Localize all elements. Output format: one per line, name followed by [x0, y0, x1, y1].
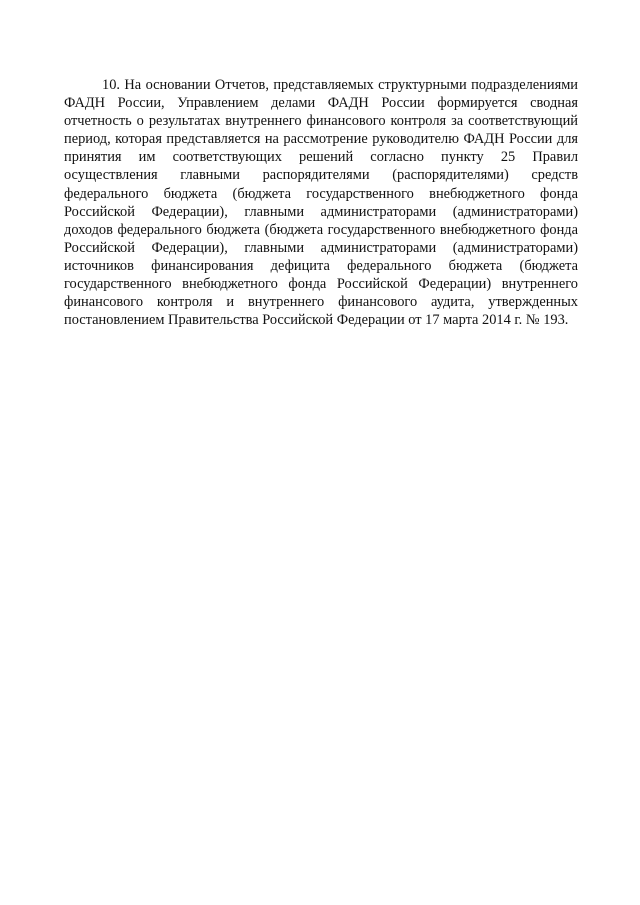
paragraph-line: ФАДН России, Управлением делами ФАДН России формируется сводная	[64, 95, 578, 112]
paragraph-line: период, которая представляется на рассмотрение руководителю ФАДН России для	[64, 131, 578, 148]
paragraph-line: источников финансирования дефицита федерального бюджета (бюджета	[64, 257, 578, 274]
paragraph-line: Российской Федерации), главными администраторами (администраторами)	[64, 203, 578, 220]
paragraph-line: Российской Федерации), главными администраторами (администраторами)	[64, 239, 578, 256]
paragraph-line: доходов федерального бюджета (бюджета государственного внебюджетного фонда	[64, 221, 578, 238]
paragraph-line: финансового контроля и внутреннего финансового аудита, утвержденных	[64, 294, 578, 311]
paragraph-line: 10. На основании Отчетов, представляемых структурными подразделениями	[102, 77, 578, 93]
paragraph-line: государственного внебюджетного фонда Российской Федерации) внутреннего	[64, 276, 578, 293]
paragraph-line: отчетность о результатах внутреннего финансового контроля за соответствующий	[64, 113, 578, 130]
paragraph-line: принятия им соответствующих решений согласно пункту 25 Правил	[64, 149, 578, 166]
paragraph-10	[64, 76, 578, 329]
paragraph-line: федерального бюджета (бюджета государственного внебюджетного фонда	[64, 185, 578, 202]
paragraph-line: осуществления главными распорядителями (распорядителями) средств	[64, 167, 578, 184]
paragraph-line: постановлением Правительства Российской Федерации от 17 марта 2014 г. № 193.	[64, 312, 569, 329]
